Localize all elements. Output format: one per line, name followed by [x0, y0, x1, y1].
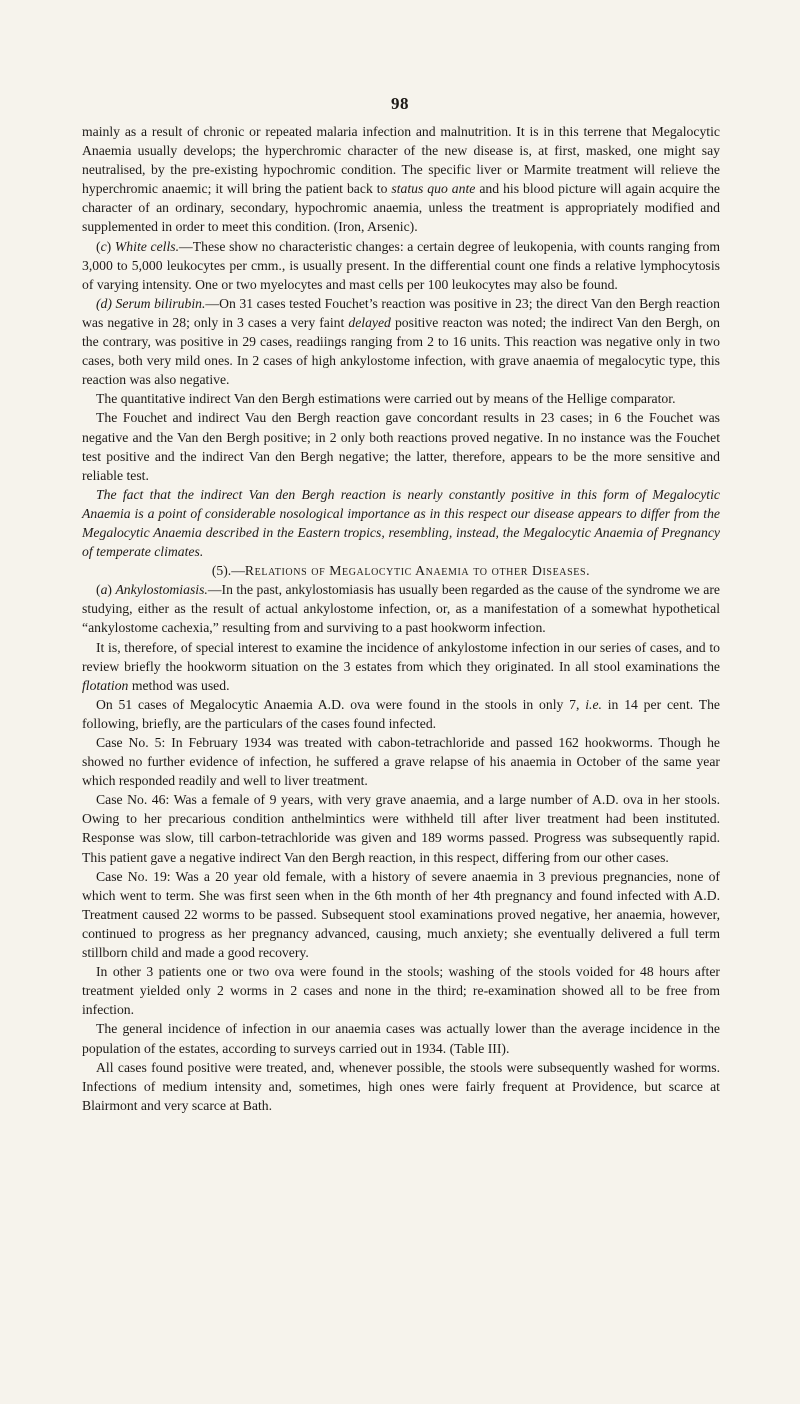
paragraph [82, 294, 720, 389]
text-run: and his blood picture will again acquire the character of an ordinary, secondary, hypochromic anaemia, unless the treatment is appropriately modified and supplemented in order to meet this condition. (Iron, Arsenic). [82, 181, 720, 235]
text-run: On 51 cases of Megalocytic Anaemia A.D. ova were found in the stools in only 7, [96, 696, 586, 712]
italic-text: The fact that the indirect Van den Bergh reaction is nearly constantly positive in this form of Megalocytic Anaemia is a point of considerable nosological importance as in this respect our disease appears to differ from the Megalocytic Anaemia described in the Eastern tropics, resembling, instead, the Megalocytic Anaemia of Pregnancy of temperate climates. [82, 486, 720, 560]
italic-text: a [100, 582, 108, 598]
small-caps-text: Relations of Megalocytic Anaemia to other Diseases. [244, 563, 591, 579]
italic-text: c [100, 238, 107, 254]
text-run: Case No. 19: Was a 20 year old female, with a history of severe anaemia in 3 previous pregnancies, none of which went to term. She was first seen when in the 6th month of her 4th pregnancy and found infected with A.D. Treatment caused 22 worms to be passed. Subsequent stool examinations proved negative, her anaemia, however, continued to progress as her pregnancy advanced, causing, much anxiety; she eventually delivered a full term stillborn child and made a good recovery. [82, 868, 720, 961]
paragraph [82, 580, 720, 637]
text-run: The quantitative indirect Van den Bergh estimations were carried out by means of the Hellige comparator. [96, 391, 676, 407]
paragraph [82, 790, 720, 866]
paragraph [82, 237, 720, 294]
italic-text: status quo ante [391, 181, 476, 197]
paragraph [82, 408, 720, 484]
text-run: in 14 per cent. The following, briefly, are the particulars of the cases found infected. [82, 696, 720, 731]
paragraph [82, 485, 720, 561]
italic-text: (d) Serum bilirubin. [96, 295, 206, 311]
italic-text: Ankylostomiasis. [115, 582, 208, 598]
page-number: 98 [391, 94, 409, 113]
paragraph [82, 1058, 720, 1115]
text-run: positive reacton was noted; the indirect Van den Bergh, on the contrary, was positive in 29 cases, readiings ranging from 2 to 16 units. This reaction was negative only in two cases, both very mild ones. In 2 cases of high ankylostome infection, with grave anaemia of megalocytic type, this reaction was also negative. [82, 314, 720, 388]
text-run: ( [96, 582, 101, 598]
text-run: It is, therefore, of special interest to examine the incidence of ankylostome infection in our series of cases, and to review briefly the hookworm situation on the 3 estates from which they originated. In all stool examinations the [82, 639, 720, 674]
text-run: method was used. [128, 677, 230, 693]
text-run: ) [107, 582, 116, 598]
text-run: —In the past, ankylostomiasis has usually been regarded as the cause of the syndrome we are studying, either as the result of actual ankylostome infection, or, as a manifestation of a somewhat hypothetical “ankylostome cachexia,” resulting from and surviving to a past hookworm infection. [82, 582, 721, 636]
text-run: The Fouchet and indirect Vau den Bergh reaction gave concordant results in 23 cases; in 6 the Fouchet was negative and the Van den Bergh positive; in 2 only both reactions proved negative. In no instance was the Fouchet test positive and the indirect Van den Bergh negative; the latter, therefore, appears to be the more sensitive and reliable test. [82, 410, 720, 483]
text-run: The general incidence of infection in our anaemia cases was actually lower than the average incidence in the population of the estates, according to surveys carried out in 1934. (Table III). [82, 1021, 720, 1056]
text-run: ( [96, 238, 101, 254]
paragraph [82, 733, 720, 790]
paragraph [82, 695, 720, 733]
italic-text: delayed [348, 314, 391, 330]
paragraph [82, 638, 720, 695]
italic-text: i.e. [585, 696, 602, 712]
section-heading [82, 561, 720, 580]
text-run: In other 3 patients one or two ova were found in the stools; washing of the stools voided for 48 hours after treatment yielded only 2 worms in 2 cases and none in the third; re-examination showed all to be free from infection. [82, 964, 720, 1018]
body-text [82, 122, 720, 1115]
paragraph [82, 962, 720, 1019]
text-run: (5).— [211, 563, 245, 579]
text-run: ) [106, 238, 115, 254]
text-run: mainly as a result of chronic or repeated malaria infection and malnutrition. It is in this terrene that Megalocytic Anaemia usually develops; the hyperchromic character of the new disease is, at first, masked, one might say neutralised, by the pre-existing hypochromic condition. The specific liver or Marmite treatment will relieve the hyperchromic anaemic; it will bring the patient back to [82, 124, 720, 197]
text-run: All cases found positive were treated, and, whenever possible, the stools were subsequently washed for worms. Infections of medium intensity and, sometimes, high ones were fairly frequent at Providence, but scarce at Blairmont and very scarce at Bath. [82, 1059, 720, 1113]
paragraph [82, 867, 720, 962]
italic-text: White cells. [114, 238, 180, 254]
paragraph [82, 1019, 720, 1057]
italic-text: flotation [82, 677, 129, 693]
paragraph [82, 122, 720, 237]
text-run: —On 31 cases tested Fouchet’s reaction was positive in 23; the direct Van den Bergh reaction was negative in 28; only in 3 cases a very faint [82, 295, 720, 330]
text-run: —These show no characteristic changes: a certain degree of leukopenia, with counts ranging from 3,000 to 5,000 leukocytes per cmm., is usually present. In the differential count one finds a relative lymphocytosis of varying intensity. One or two myelocytes and mast cells per 100 leukocytes may also be found. [82, 238, 721, 292]
text-run: Case No. 46: Was a female of 9 years, with very grave anaemia, and a large number of A.D. ova in her stools. Owing to her precarious condition anthelmintics were withheld till after liver treatment had been instituted. Response was slow, till carbon-tetrachloride was given and 189 worms passed. Progress was subsequently rapid. This patient gave a negative indirect Van den Bergh reaction, in this respect, differing from our other cases. [82, 792, 720, 865]
text-run: Case No. 5: In February 1934 was treated with cabon-tetrachloride and passed 162 hookworms. Though he showed no further evidence of infection, he suffered a grave relapse of his anaemia in October of the same year which responded readily and well to liver treatment. [82, 735, 720, 789]
paragraph [82, 389, 720, 408]
